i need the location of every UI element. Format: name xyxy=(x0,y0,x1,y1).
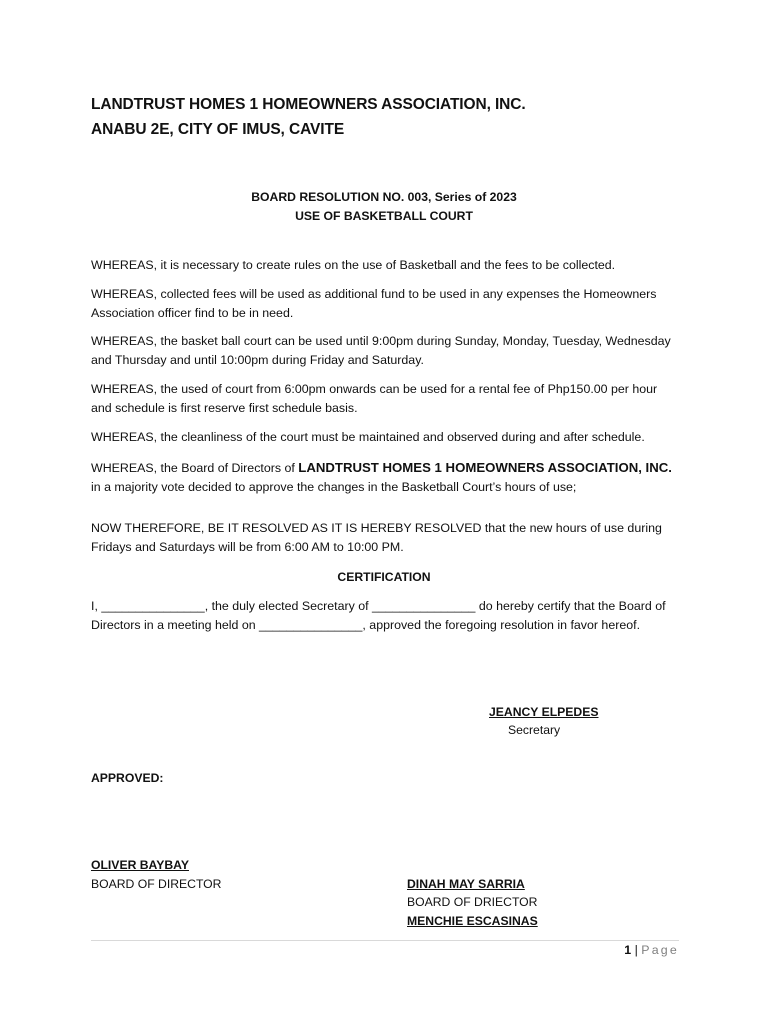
resolved-clause: NOW THEREFORE, BE IT RESOLVED AS IT IS HEREBY RESOLVED that the new hours of use during Fridays and Saturdays will be from 6:00 AM to 10:00 PM. xyxy=(91,521,662,554)
page-footer xyxy=(624,943,679,957)
signatory-3-name: MENCHIE ESCASINAS xyxy=(407,914,538,928)
signatory-2-role: BOARD OF DRIECTOR xyxy=(407,895,538,909)
footer-divider xyxy=(91,940,679,941)
certification-text: I, _______________, the duly elected Secretary of _______________ do hereby certify that the Board of Directors in a meeting held on _______________, approved the foregoing resolution in favor hereof. xyxy=(91,599,666,632)
org-address: ANABU 2E, CITY OF IMUS, CAVITE xyxy=(91,121,345,138)
page-separator: | xyxy=(631,943,642,957)
whereas-clause-1: WHEREAS, it is necessary to create rules on the use of Basketball and the fees to be collected. xyxy=(91,258,616,272)
signatory-1-role: BOARD OF DIRECTOR xyxy=(91,877,222,891)
whereas-clause-6 xyxy=(91,458,681,497)
certification-heading: CERTIFICATION xyxy=(337,570,431,584)
whereas-clause-6-org: LANDTRUST HOMES 1 HOMEOWNERS ASSOCIATION, INC. xyxy=(298,460,672,475)
whereas-clause-5: WHEREAS, the cleanliness of the court must be maintained and observed during and after schedule. xyxy=(91,430,645,444)
resolution-subject: USE OF BASKETBALL COURT xyxy=(295,209,473,223)
whereas-clause-3: WHEREAS, the basket ball court can be used until 9:00pm during Sunday, Monday, Tuesday, Wednesday and Thursday and until 10:00pm during Friday and Saturday. xyxy=(91,334,671,367)
approved-label: APPROVED: xyxy=(91,771,164,785)
org-name: LANDTRUST HOMES 1 HOMEOWNERS ASSOCIATION, INC. xyxy=(91,96,526,113)
whereas-clause-6-intro: WHEREAS, the Board of Directors of xyxy=(91,461,299,475)
whereas-clause-6-rest: in a majority vote decided to approve the changes in the Basketball Court’s hours of use; xyxy=(91,480,577,494)
secretary-role: Secretary xyxy=(508,723,561,737)
resolution-number: BOARD RESOLUTION NO. 003, Series of 2023 xyxy=(251,190,517,204)
page-word: Page xyxy=(641,943,679,957)
whereas-clause-4: WHEREAS, the used of court from 6:00pm onwards can be used for a rental fee of Php150.00 per hour and schedule is first reserve first schedule basis. xyxy=(91,382,658,415)
signatory-1-name: OLIVER BAYBAY xyxy=(91,858,189,872)
signatory-2-name: DINAH MAY SARRIA xyxy=(407,877,525,891)
secretary-name: JEANCY ELPEDES xyxy=(489,705,599,719)
page-number: 1 xyxy=(624,943,632,957)
whereas-clause-2: WHEREAS, collected fees will be used as additional fund to be used in any expenses the Homeowners Association officer find to be in need. xyxy=(91,287,657,320)
